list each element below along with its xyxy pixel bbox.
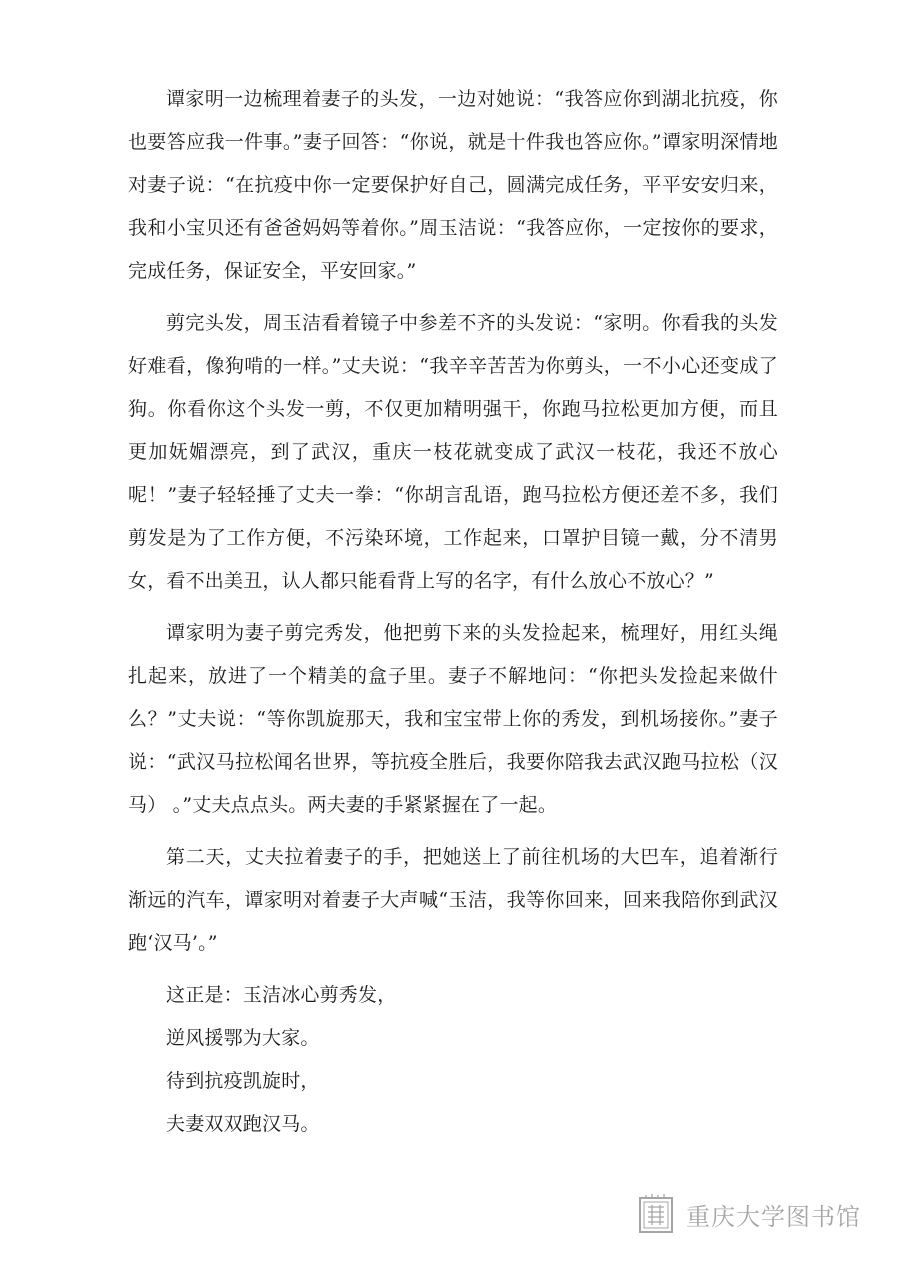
paragraph-3: 谭家明为妻子剪完秀发，他把剪下来的头发捡起来，梳理好，用红头绳扎起来，放进了一个精美的盒子里。妻子不解地问：“你把头发捡起来做什么？”丈夫说：“等你凯旋那天，我和宝宝带上你的秀发，到机场接你。”妻子说：“武汉马拉松闻名世界，等抗疫全胜后，我要你陪我去武汉跑马拉松（汉马） 。”丈夫点点头。两夫妻的手紧紧握在了一起。 bbox=[128, 622, 778, 816]
poem-line-3: 待到抗疫凯旋时， bbox=[166, 1070, 320, 1092]
watermark-text: 重庆大学图书馆 bbox=[686, 1202, 861, 1231]
poem-line-4: 夫妻双双跑汉马。 bbox=[166, 1113, 320, 1135]
library-watermark bbox=[638, 1193, 861, 1235]
poem-line-2: 逆风援鄂为大家。 bbox=[166, 1027, 320, 1049]
paragraph-4: 第二天，丈夫拉着妻子的手，把她送上了前往机场的大巴车，追着渐行渐远的汽车，谭家明对着妻子大声喊“玉洁，我等你回来，回来我陪你到武汉跑‘汉马’。” bbox=[128, 846, 778, 954]
library-seal-icon bbox=[638, 1194, 674, 1234]
document-body bbox=[128, 78, 778, 1146]
poem-line-1: 这正是：玉洁冰心剪秀发， bbox=[166, 984, 397, 1006]
paragraph-1: 谭家明一边梳理着妻子的头发，一边对她说：“我答应你到湖北抗疫，你也要答应我一件事。”妻子回答：“你说，就是十件我也答应你。”谭家明深情地对妻子说：“在抗疫中你一定要保护好自己，圆满完成任务，平平安安归来，我和小宝贝还有爸爸妈妈等着你。”周玉洁说：“我答应你，一定按你的要求，完成任务，保证安全，平安回家。” bbox=[128, 88, 778, 282]
paragraph-2: 剪完头发，周玉洁看着镜子中参差不齐的头发说：“家明。你看我的头发好难看，像狗啃的一样。”丈夫说：“我辛辛苦苦为你剪头，一不小心还变成了狗。你看你这个头发一剪，不仅更加精明强干，你跑马拉松更加方便，而且更加妩媚漂亮，到了武汉，重庆一枝花就变成了武汉一枝花，我还不放心呢！”妻子轻轻捶了丈夫一拳：“你胡言乱语，跑马拉松方便还差不多，我们剪发是为了工作方便，不污染环境，工作起来，口罩护目镜一戴，分不清男女，看不出美丑，认人都只能看背上写的名字，有什么放心不放心？” bbox=[128, 312, 778, 592]
